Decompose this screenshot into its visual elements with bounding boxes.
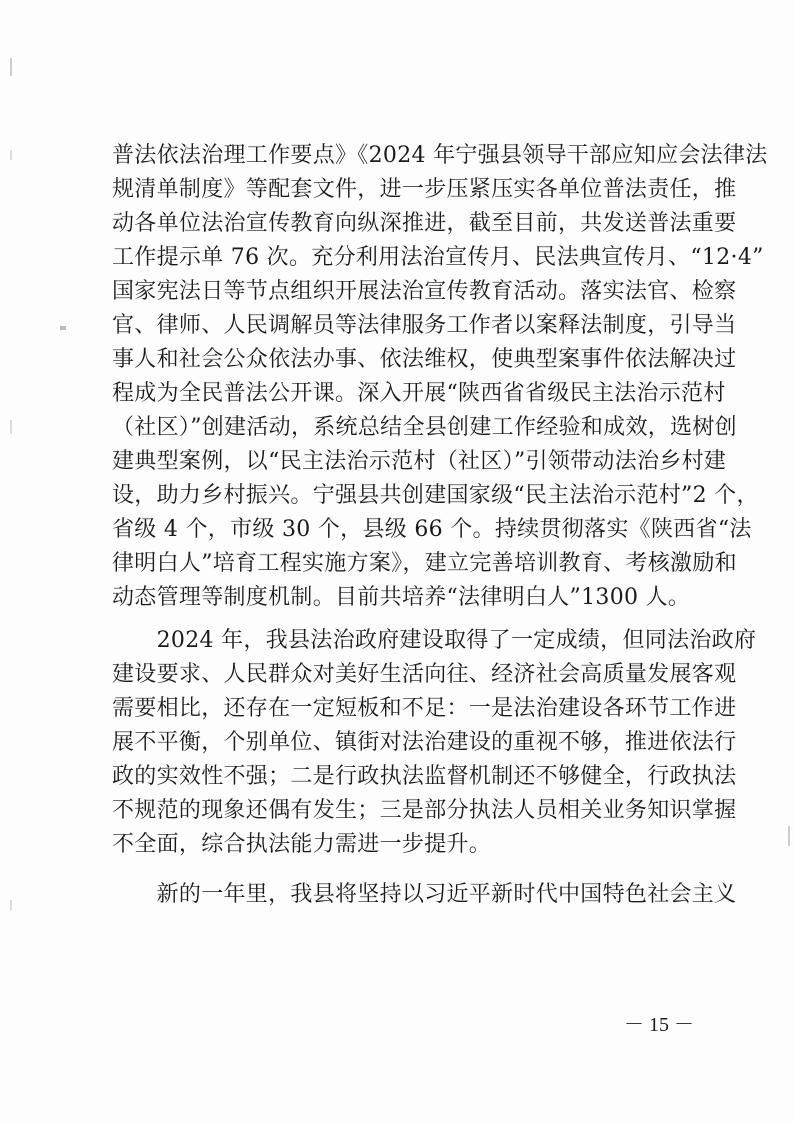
scan-artifact [60, 326, 66, 330]
text-line: 律明白人”培育工程实施方案》，建立完善培训教育、考核激励和 [112, 551, 737, 576]
scan-artifact [10, 420, 12, 434]
scan-artifact [10, 900, 12, 910]
text-line: 动态管理等制度机制。目前共培养“法律明白人”1300 人。 [112, 585, 691, 610]
text-line: 普法依法治理工作要点》《2024 年宁强县领导干部应知应会法律法 [112, 143, 768, 168]
text-line: 国家宪法日等节点组织开展法治宣传教育活动。落实法官、检察 [112, 279, 737, 304]
text-line: 规清单制度》等配套文件，进一步压紧压实各单位普法责任，推 [112, 177, 737, 202]
text-line: 展不平衡，个别单位、镇街对法治建设的重视不够，推进依法行 [112, 730, 737, 755]
text-line: 工作提示单 76 次。充分利用法治宣传月、民法典宣传月、“12·4” [112, 245, 764, 270]
text-line: 不规范的现象还偶有发生；三是部分执法人员相关业务知识掌握 [112, 798, 737, 823]
text-line: （社区）”创建活动，系统总结全县创建工作经验和成效，选树创 [112, 415, 737, 440]
text-line: 省级 4 个，市级 30 个，县级 66 个。持续贯彻落实《陕西省“法 [112, 517, 752, 542]
text-line: 不全面，综合执法能力需进一步提升。 [112, 832, 492, 857]
text-line: 新的一年里，我县将坚持以习近平新时代中国特色社会主义 [112, 882, 737, 907]
text-line: 建设要求、人民群众对美好生活向往、经济社会高质量发展客观 [112, 662, 737, 687]
text-line: 需要相比，还存在一定短板和不足：一是法治建设各环节工作进 [112, 696, 737, 721]
text-line: 政的实效性不强；二是行政执法监督机制还不够健全，行政执法 [112, 764, 737, 789]
scan-artifact [788, 826, 790, 846]
text-line: 建典型案例，以“民主法治示范村（社区）”引领带动法治乡村建 [112, 449, 727, 474]
text-line: 动各单位法治宣传教育向纵深推进，截至目前，共发送普法重要 [112, 211, 737, 236]
text-line: 官、律师、人民调解员等法律服务工作者以案释法制度，引导当 [112, 313, 737, 338]
scan-artifact [10, 150, 12, 160]
text-line: 2024 年，我县法治政府建设取得了一定成绩，但同法治政府 [112, 628, 757, 653]
text-line: 设，助力乡村振兴。宁强县共创建国家级“民主法治示范村”2 个， [112, 483, 759, 508]
text-line: 程成为全民普法公开课。深入开展“陕西省省级民主法治示范村 [112, 381, 726, 406]
page-number: － 15 － [624, 1014, 694, 1036]
text-line: 事人和社会公众依法办事、依法维权，使典型案事件依法解决过 [112, 347, 737, 372]
scan-artifact [10, 58, 12, 76]
